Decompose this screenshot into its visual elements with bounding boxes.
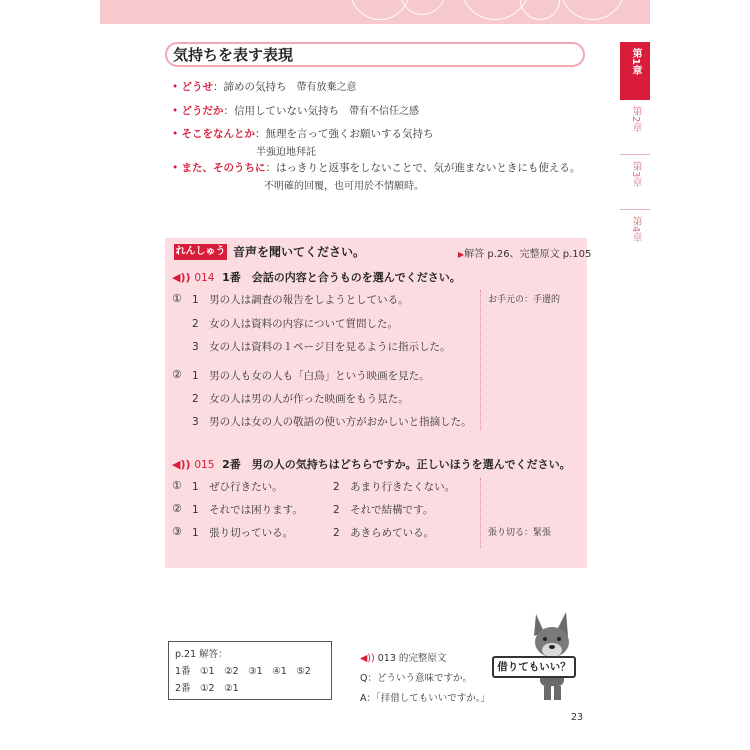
chapter-tab-label: 第3章 <box>630 161 641 188</box>
vocab-note: 張り切る：緊張 <box>488 528 552 538</box>
expression-translation: 不明確的回覆，也可用於不情願時。 <box>264 181 424 192</box>
page-number: 23 <box>571 712 584 723</box>
option[interactable]: 2 女の人は男の人が作った映画をもう見た。 <box>192 393 409 405</box>
answers-line: 2番 ①2 ②1 <box>175 683 239 694</box>
expression-meaning: ：信用していない気持ち <box>223 105 340 117</box>
answer-reference <box>458 245 591 260</box>
section-title: 気持ちを表す表現 <box>173 46 294 64</box>
expression-meaning: ：はっきりと返事をしないことで、気が進まないときにも使える。 <box>265 162 581 174</box>
expression-term: どうだか <box>181 105 224 117</box>
triangle-icon: ▶ <box>458 250 465 259</box>
option[interactable]: 1 張り切っている。 <box>192 527 294 539</box>
audio-speaker-icon[interactable]: ◀)) <box>172 458 191 471</box>
answer-reference-text: 解答 p.26、完整原文 p.105 <box>464 249 592 260</box>
question-1-header <box>172 269 461 285</box>
expression-meaning: ：諦めの気持ち <box>213 81 287 93</box>
option[interactable]: 1 男の人も女の人も「白鳥」という映画を見た。 <box>192 370 430 382</box>
chapter-tab-label: 第1章 <box>630 48 641 75</box>
transcript-question: Q：どういう意味ですか。 <box>360 673 472 684</box>
group-mark: ① <box>172 292 182 305</box>
expression-translation: 帶有不信任之感 <box>349 106 420 117</box>
expression-term: また、そのうちに <box>181 162 266 174</box>
note-divider <box>480 478 481 548</box>
vocab-note: お手元の：手邊的 <box>488 295 561 305</box>
question-2-title: 2番 男の人の気持ちはどちらですか。正しいほうを選んでください。 <box>222 458 571 471</box>
transcript-answer: A：「拝借してもいいですか。」 <box>360 693 490 704</box>
transcript-block <box>360 650 490 704</box>
chapter-tab-2[interactable] <box>620 100 650 155</box>
expression-item: • そこをなんとか：無理を言って強くお願いする気持ち <box>172 128 434 140</box>
expression-item: • また、そのうちに：はっきりと返事をしないことで、気が進まないときにも使える。 <box>172 162 581 174</box>
row-mark: ③ <box>172 525 182 538</box>
audio-track-number: 014 <box>194 272 215 284</box>
chapter-tab-4[interactable] <box>620 210 650 265</box>
option[interactable]: 2 あきらめている。 <box>333 527 435 539</box>
chapter-tab-label: 第2章 <box>630 106 641 133</box>
expression-item: • どうだか：信用していない気持ち 帶有不信任之感 <box>172 105 420 117</box>
option[interactable]: 2 それで結構です。 <box>333 504 434 516</box>
option[interactable]: 2 女の人は資料の内容について質問した。 <box>192 318 398 330</box>
row-mark: ① <box>172 479 182 492</box>
question-1-title: 1番 会話の内容と合うものを選んでください。 <box>222 271 461 284</box>
chapter-tab-1[interactable] <box>620 42 650 100</box>
expression-meaning: ：無理を言って強くお願いする気持ち <box>255 128 434 140</box>
practice-label: れんしゅう <box>174 244 227 260</box>
row-mark: ② <box>172 502 182 515</box>
option[interactable]: 1 それでは困ります。 <box>192 504 303 516</box>
note-divider <box>480 290 481 430</box>
audio-speaker-icon[interactable]: ◀)) <box>172 271 191 284</box>
group-mark: ② <box>172 368 182 381</box>
question-2-header <box>172 456 571 472</box>
chapter-tab-label: 第4章 <box>630 216 641 243</box>
expression-translation: 半強迫地拜託 <box>256 147 316 158</box>
answers-line: 1番 ①1 ②2 ③1 ④1 ⑤2 <box>175 666 311 677</box>
previous-answers-box <box>168 641 332 700</box>
audio-track-number: 015 <box>194 459 215 471</box>
answers-title: p.21 解答： <box>175 649 228 660</box>
option[interactable]: 3 男の人は女の人の敬語の使い方がおかしいと指摘した。 <box>192 416 472 428</box>
top-decorative-band <box>100 0 650 24</box>
expression-item: • どうせ：諦めの気持ち 帶有放棄之意 <box>172 81 357 93</box>
option[interactable]: 2 あまり行きたくない。 <box>333 481 456 493</box>
audio-speaker-icon[interactable]: ◀)) <box>360 653 375 664</box>
mascot-speech-sign: 借りてもいい？ <box>492 656 576 678</box>
expression-term: どうせ <box>181 81 214 93</box>
chapter-tab-3[interactable] <box>620 155 650 210</box>
option[interactable]: 1 ぜひ行きたい。 <box>192 481 283 493</box>
expression-translation: 帶有放棄之意 <box>296 82 357 93</box>
transcript-title: 013 的完整原文 <box>377 653 447 664</box>
option[interactable]: 3 女の人は資料の１ページ目を見るように指示した。 <box>192 341 451 353</box>
expression-term: そこをなんとか <box>181 128 256 140</box>
option[interactable]: 1 男の人は調査の報告をしようとしている。 <box>192 294 409 306</box>
practice-instruction: 音声を聞いてください。 <box>233 245 366 259</box>
chapter-tabs <box>620 42 650 265</box>
